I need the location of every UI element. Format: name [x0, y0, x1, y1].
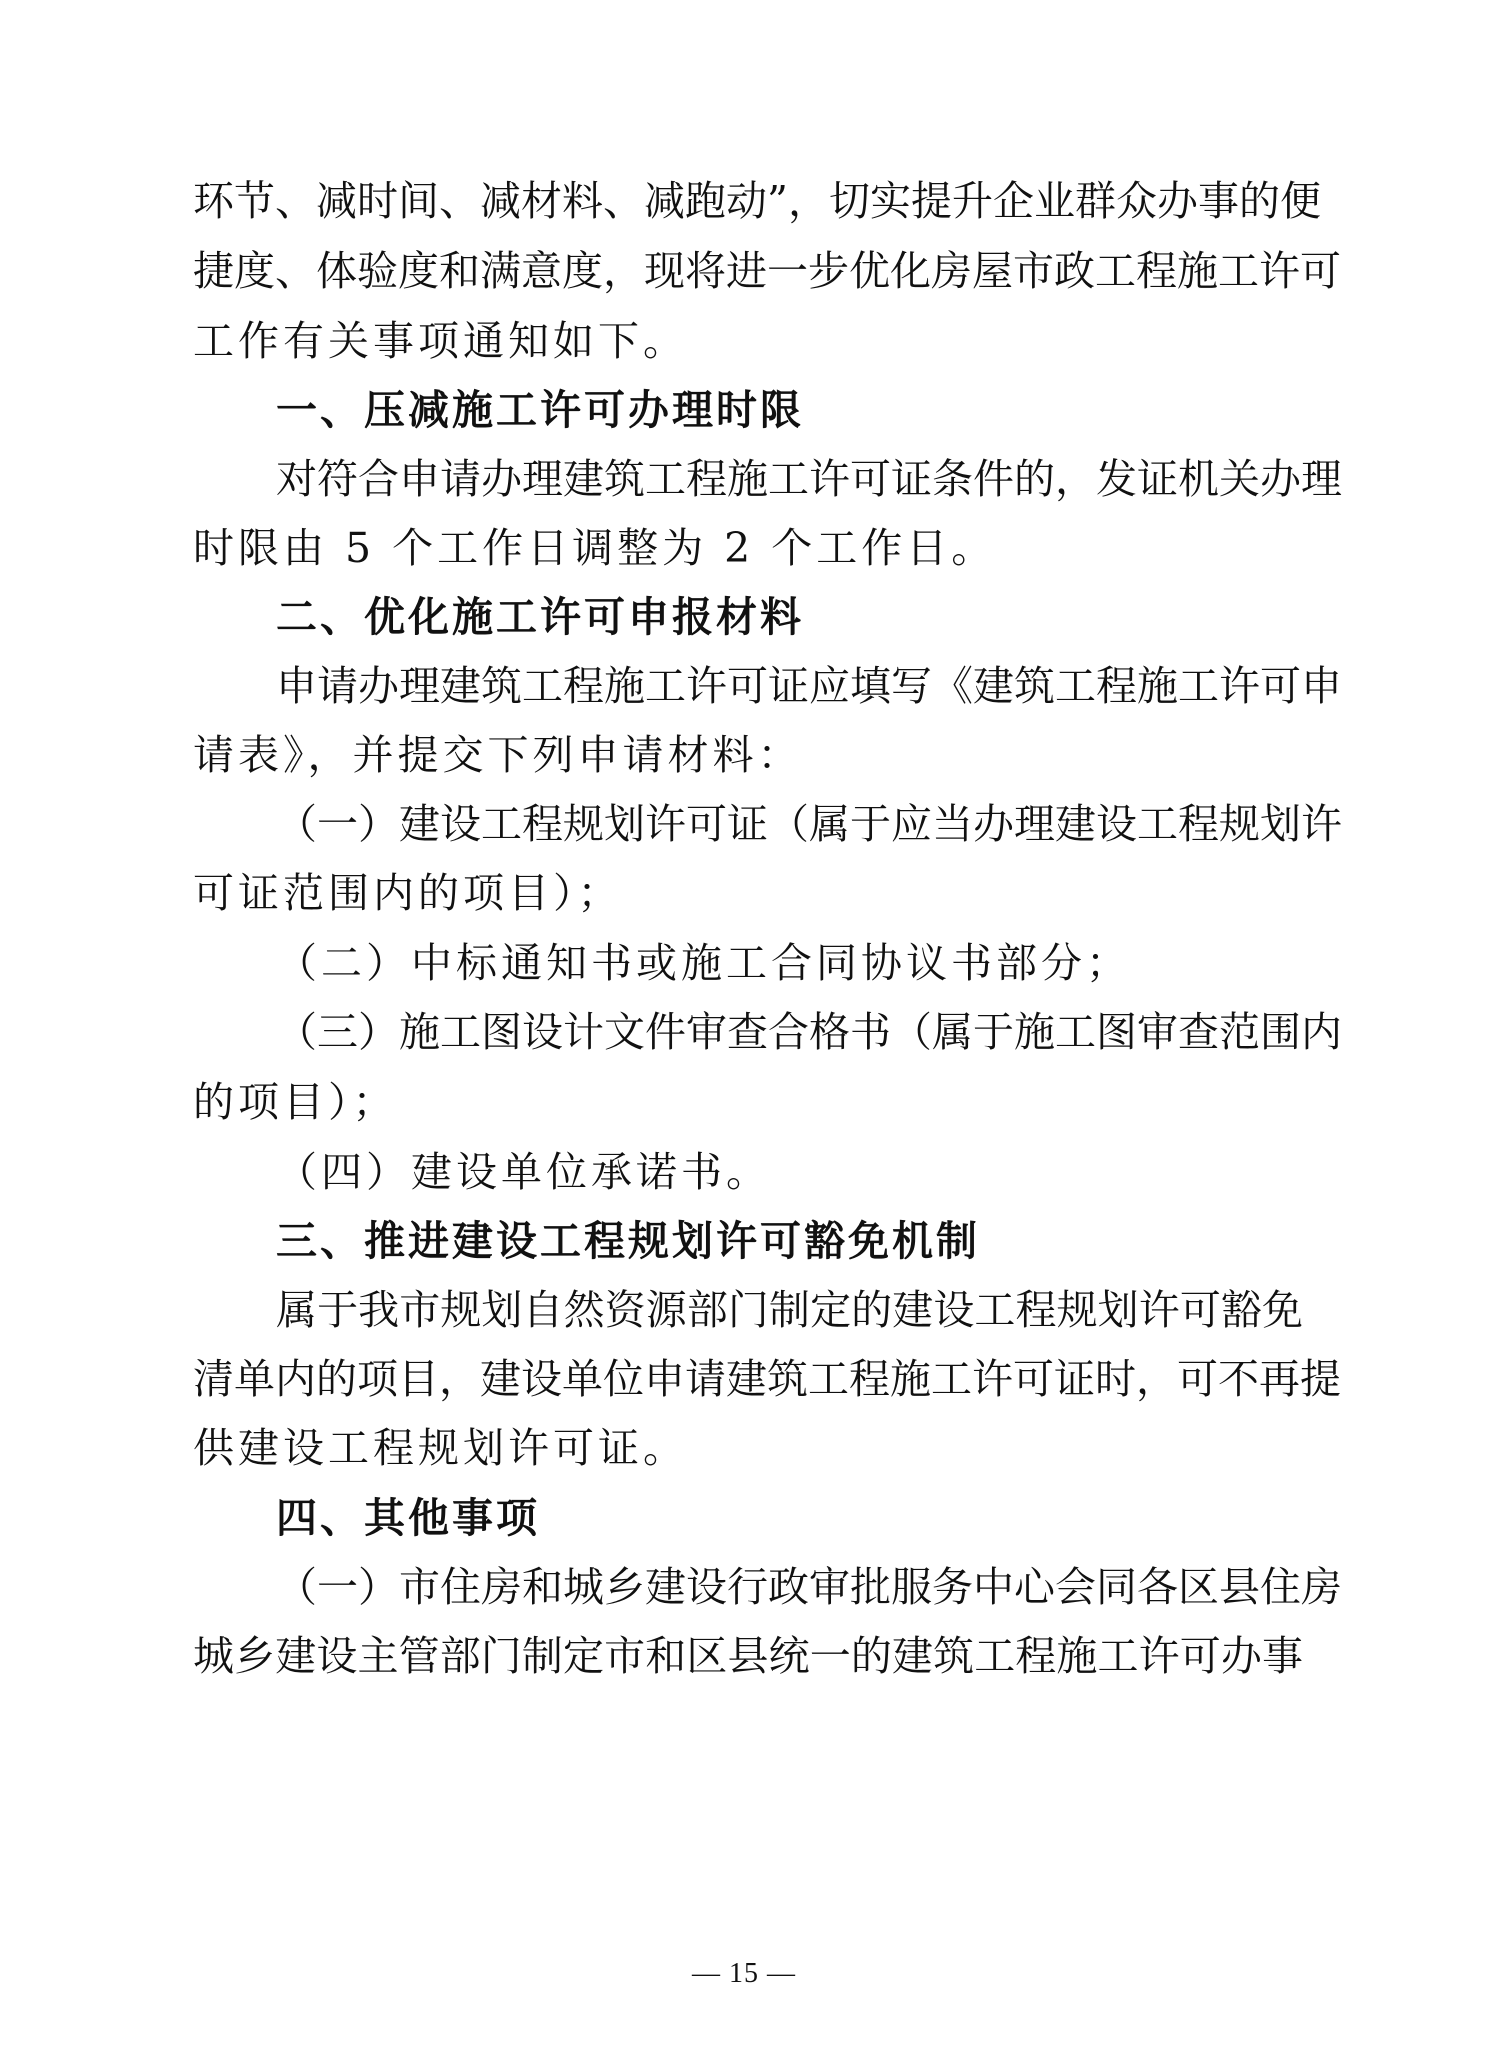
section-heading-3: 三、推进建设工程规划许可豁免机制: [276, 1217, 980, 1265]
list-item-line: （四）建设单位承诺书。: [276, 1148, 771, 1196]
paragraph-line: 属于我市规划自然资源部门制定的建设工程规划许可豁免: [276, 1286, 1303, 1334]
paragraph-line: 供建设工程规划许可证。: [193, 1424, 688, 1472]
section-heading-4: 四、其他事项: [276, 1494, 540, 1542]
list-item-line: （二）中标通知书或施工合同协议书部分；: [276, 939, 1131, 987]
section-heading-1: 一、压减施工许可办理时限: [276, 386, 804, 434]
paragraph-line: 工作有关事项通知如下。: [193, 317, 688, 365]
list-item-line: 城乡建设主管部门制定市和区县统一的建筑工程施工许可办事: [193, 1632, 1303, 1680]
paragraph-line: 时限由 5 个工作日调整为 2 个工作日。: [193, 524, 997, 572]
list-item-line: （三）施工图设计文件审查合格书（属于施工图审查范围内: [276, 1008, 1342, 1056]
list-item-line: （一）市住房和城乡建设行政审批服务中心会同各区县住房: [276, 1563, 1342, 1611]
list-item-line: （一）建设工程规划许可证（属于应当办理建设工程规划许: [276, 800, 1342, 848]
list-item-line: 可证范围内的项目）；: [193, 869, 623, 917]
paragraph-line: 请表》，并提交下列申请材料：: [193, 731, 803, 779]
page-number: — 15 —: [692, 1958, 796, 1989]
paragraph-line: 捷度、体验度和满意度，现将进一步优化房屋市政工程施工许可: [193, 247, 1341, 295]
section-heading-2: 二、优化施工许可申报材料: [276, 593, 804, 641]
paragraph-line: 对符合申请办理建筑工程施工许可证条件的，发证机关办理: [276, 455, 1342, 503]
paragraph-line: 清单内的项目，建设单位申请建筑工程施工许可证时，可不再提: [193, 1355, 1341, 1403]
list-item-line: 的项目）；: [193, 1078, 398, 1126]
paragraph-line: 环节、减时间、减材料、减跑动”，切实提升企业群众办事的便: [193, 177, 1321, 225]
paragraph-line: 申请办理建筑工程施工许可证应填写《建筑工程施工许可申: [276, 662, 1342, 710]
